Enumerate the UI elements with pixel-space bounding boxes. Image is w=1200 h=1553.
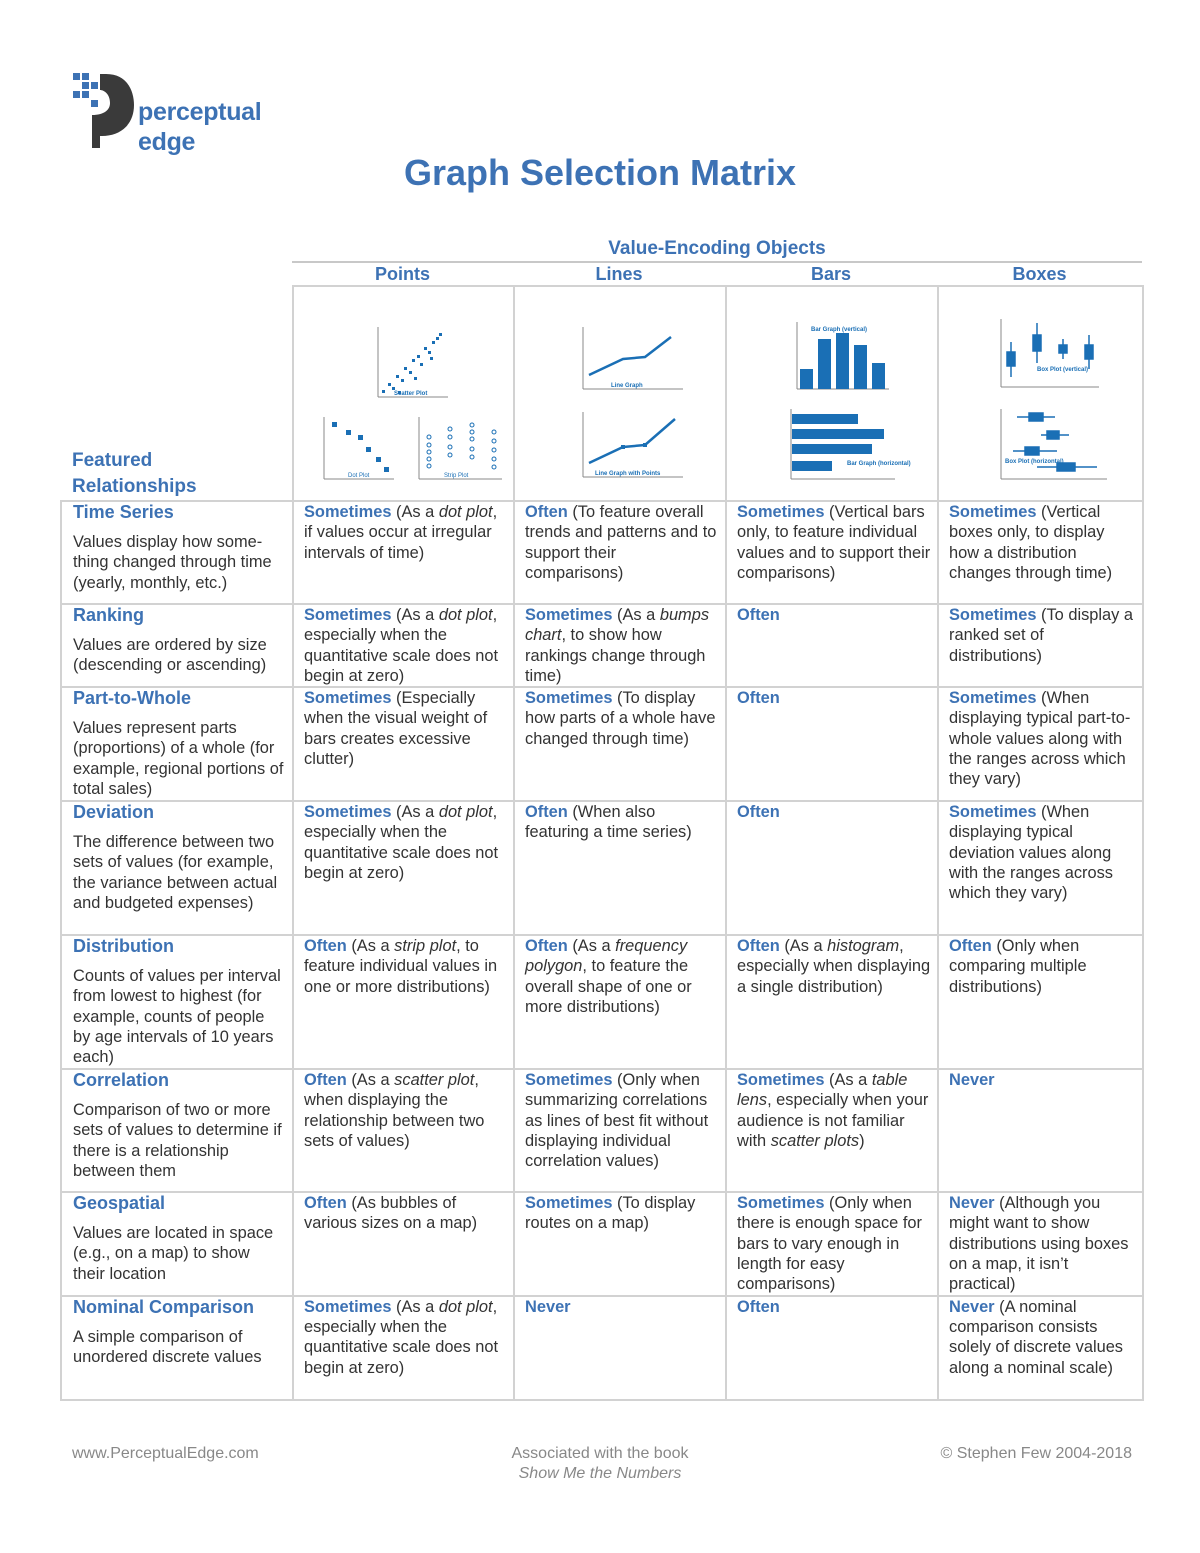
relationship-description: Comparison of two or more sets of values to determine if there is a relationship between them xyxy=(73,1101,282,1181)
matrix-row xyxy=(61,687,1143,801)
frequency-rating: Sometimes xyxy=(304,689,392,708)
matrix-cell-bars xyxy=(726,687,938,801)
frequency-rating: Often xyxy=(737,937,780,956)
matrix-cell-boxes xyxy=(938,1296,1143,1400)
usage-note: (When also featuring a time series) xyxy=(525,803,692,842)
matrix-cell-lines xyxy=(514,935,726,1069)
line-graph-with-points-label: Line Graph with Points xyxy=(595,471,661,477)
relationship-title: Time Series xyxy=(73,502,174,522)
scatter-plot-thumbnail xyxy=(378,327,448,397)
relationship-description: The difference between two sets of values (for example, the variance between actual and budgeted expenses) xyxy=(73,833,278,913)
matrix-cell-lines xyxy=(514,687,726,801)
footer-website[interactable]: www.PerceptualEdge.com xyxy=(72,1445,259,1462)
points-thumbnails xyxy=(293,286,514,501)
usage-note: (Vertical boxes only, to display how a distribution changes through time) xyxy=(949,503,1113,582)
relationship-header xyxy=(61,1192,293,1295)
frequency-rating: Often xyxy=(304,1194,347,1213)
usage-note: (When displaying typical part-to-whole values along with the ranges across which they vary) xyxy=(949,689,1131,789)
relationship-description: Values display how some-thing changed through time (yearly, monthly, etc.) xyxy=(73,533,272,592)
matrix-cell-bars xyxy=(726,1069,938,1192)
frequency-rating: Never xyxy=(949,1194,995,1213)
horizontal-box-plot-label: Box Plot (horizontal) xyxy=(1005,459,1064,465)
frequency-rating: Often xyxy=(525,803,568,822)
frequency-rating: Often xyxy=(525,937,568,956)
featured-relationships-header xyxy=(61,286,293,501)
vertical-box-plot-thumbnail xyxy=(1001,319,1099,387)
heading-divider xyxy=(292,261,1142,263)
frequency-rating: Never xyxy=(949,1071,995,1090)
frequency-rating: Sometimes xyxy=(525,1071,613,1090)
usage-note: (When displaying typical deviation values along with the ranges across which they vary) xyxy=(949,803,1113,903)
frequency-rating: Sometimes xyxy=(949,606,1037,624)
frequency-rating: Sometimes xyxy=(737,503,825,521)
footer-book-reference xyxy=(400,1444,800,1484)
relationship-description: A simple comparison of unordered discrete values xyxy=(73,1327,262,1366)
usage-note: (Especially when the visual weight of bars creates excessive clutter) xyxy=(304,689,488,769)
footer-book-line1: Associated with the book xyxy=(511,1445,689,1462)
relationship-description: Values represent parts (proportions) of a whole (for example, regional portions of total sales) xyxy=(73,719,284,799)
matrix-cell-points xyxy=(293,501,514,604)
relationship-header xyxy=(61,1069,293,1192)
lines-thumbnails xyxy=(514,286,726,501)
matrix-cell-bars xyxy=(726,1296,938,1400)
frequency-rating: Sometimes xyxy=(304,803,392,822)
usage-note: (Although you might want to show distributions using boxes on a map, it isn’t practical) xyxy=(949,1194,1129,1294)
usage-note: (As a scatter plot, when displaying the relationship between two sets of values) xyxy=(304,1071,485,1151)
vertical-bar-graph-label: Bar Graph (vertical) xyxy=(811,327,868,333)
horizontal-box-plot-thumbnail xyxy=(1001,409,1107,479)
matrix-row xyxy=(61,1192,1143,1295)
relationship-header xyxy=(61,801,293,935)
bars-thumbnails xyxy=(726,286,938,501)
relationship-header xyxy=(61,501,293,604)
usage-note: (To display a ranked set of distributions) xyxy=(949,606,1134,665)
strip-plot-label: Strip Plot xyxy=(444,473,469,479)
matrix-cell-bars xyxy=(726,801,938,935)
matrix-cell-lines xyxy=(514,501,726,604)
matrix-row xyxy=(61,935,1143,1069)
logo-word-perceptual: perceptual xyxy=(138,98,262,126)
frequency-rating: Sometimes xyxy=(737,1071,825,1090)
matrix-cell-lines xyxy=(514,1069,726,1192)
matrix-cell-boxes xyxy=(938,1069,1143,1192)
usage-note: (Vertical bars only, to feature individual values and to support their comparisons) xyxy=(737,503,931,582)
relationship-description: Values are ordered by size (descending or ascending) xyxy=(73,636,267,675)
relationship-title: Correlation xyxy=(73,1070,170,1091)
usage-note: (As bubbles of various sizes on a map) xyxy=(304,1194,478,1233)
usage-note: (As a strip plot, to feature individual values in one or more distributions) xyxy=(304,937,498,996)
featured-relationships-label: Featured Relationships xyxy=(72,450,197,497)
matrix-cell-points xyxy=(293,687,514,801)
frequency-rating: Sometimes xyxy=(525,1194,613,1213)
perceptual-edge-logo xyxy=(70,70,280,155)
matrix-cell-boxes xyxy=(938,935,1143,1069)
relationship-header xyxy=(61,935,293,1069)
frequency-rating: Sometimes xyxy=(737,1194,825,1213)
usage-note: (Only when there is enough space for bars to vary enough in length for easy comparisons) xyxy=(737,1194,922,1294)
frequency-rating: Often xyxy=(737,689,780,708)
frequency-rating: Sometimes xyxy=(949,803,1037,822)
relationship-header xyxy=(61,604,293,687)
thumbnail-row xyxy=(61,286,1143,501)
usage-note: (As a table lens, especially when your audience is not familiar with scatter plots) xyxy=(737,1071,929,1151)
usage-note: (To display how parts of a whole have changed through time) xyxy=(525,689,716,748)
matrix-cell-lines xyxy=(514,1296,726,1400)
frequency-rating: Sometimes xyxy=(525,606,613,624)
matrix-cell-points xyxy=(293,935,514,1069)
usage-note: (As a bumps chart, to show how rankings change through time) xyxy=(525,606,710,685)
matrix-row xyxy=(61,801,1143,935)
matrix-cell-boxes xyxy=(938,1192,1143,1295)
frequency-rating: Often xyxy=(737,606,780,624)
bars-thumbnail-svg xyxy=(735,287,947,500)
frequency-rating: Sometimes xyxy=(949,503,1037,521)
line-graph-thumbnail xyxy=(583,327,683,389)
relationship-title: Part-to-Whole xyxy=(73,688,191,709)
frequency-rating: Sometimes xyxy=(304,503,392,521)
usage-note: (Only when summarizing correlations as lines of best fit without displaying individual correlation values) xyxy=(525,1071,709,1171)
matrix-cell-boxes xyxy=(938,687,1143,801)
matrix-row xyxy=(61,1296,1143,1400)
lines-thumbnail-svg xyxy=(523,287,735,500)
matrix-cell-bars xyxy=(726,501,938,604)
relationship-header xyxy=(61,1296,293,1400)
boxes-thumbnail-svg xyxy=(947,287,1152,500)
scatter-plot-label: Scatter Plot xyxy=(394,391,428,397)
matrix-cell-points xyxy=(293,1296,514,1400)
frequency-rating: Never xyxy=(949,1297,995,1316)
horizontal-bar-graph-thumbnail xyxy=(791,409,911,479)
matrix-cell-lines xyxy=(514,1192,726,1295)
column-header-bars: Bars xyxy=(810,264,852,284)
matrix-cell-boxes xyxy=(938,501,1143,604)
usage-note: (To display routes on a map) xyxy=(525,1194,696,1233)
frequency-rating: Sometimes xyxy=(949,689,1037,708)
relationship-description: Counts of values per interval from lowest to highest (for example, counts of people by age intervals of 10 years each) xyxy=(73,967,281,1067)
relationship-description: Values are located in space (e.g., on a map) to show their location xyxy=(73,1224,274,1283)
frequency-rating: Often xyxy=(737,1297,780,1316)
footer-book-title: Show Me the Numbers xyxy=(518,1465,682,1482)
dot-plot-thumbnail xyxy=(324,417,394,479)
matrix-cell-boxes xyxy=(938,801,1143,935)
boxes-thumbnails xyxy=(938,286,1143,501)
frequency-rating: Often xyxy=(525,503,568,521)
vertical-bar-graph-thumbnail xyxy=(797,322,889,389)
frequency-rating: Sometimes xyxy=(304,606,392,624)
matrix-cell-bars xyxy=(726,935,938,1069)
matrix-cell-points xyxy=(293,801,514,935)
usage-note: (As a dot plot, especially when the quantitative scale does not begin at zero) xyxy=(304,803,499,883)
matrix-row xyxy=(61,501,1143,604)
frequency-rating: Often xyxy=(737,803,780,822)
horizontal-bar-graph-label: Bar Graph (horizontal) xyxy=(847,461,911,467)
relationship-title: Distribution xyxy=(73,936,174,957)
relationship-title: Geospatial xyxy=(73,1193,166,1214)
dot-plot-label: Dot Plot xyxy=(348,473,370,479)
matrix-row xyxy=(61,604,1143,687)
matrix-cell-points xyxy=(293,604,514,687)
usage-note: (To feature overall trends and patterns and to support their comparisons) xyxy=(525,503,717,582)
footer-copyright: © Stephen Few 2004-2018 xyxy=(940,1445,1132,1462)
logo-word-edge: edge xyxy=(138,128,196,156)
matrix-row xyxy=(61,1069,1143,1192)
frequency-rating: Often xyxy=(304,937,347,956)
strip-plot-thumbnail xyxy=(419,417,502,479)
matrix-cell-bars xyxy=(726,1192,938,1295)
line-graph-with-points-thumbnail xyxy=(583,412,683,477)
vertical-box-plot-label: Box Plot (vertical) xyxy=(1037,367,1089,373)
frequency-rating: Often xyxy=(304,1071,347,1090)
page-title: Graph Selection Matrix xyxy=(403,152,797,193)
usage-note: (As a dot plot, if values occur at irregular intervals of time) xyxy=(304,503,498,562)
column-header-lines: Lines xyxy=(595,264,643,284)
usage-note: (As a frequency polygon, to feature the overall shape of one or more distributions) xyxy=(525,937,692,1017)
frequency-rating: Sometimes xyxy=(525,689,613,708)
relationship-title: Nominal Comparison xyxy=(73,1296,255,1317)
relationship-header xyxy=(61,687,293,801)
line-graph-label: Line Graph xyxy=(611,383,643,389)
usage-note: (Only when comparing multiple distributions) xyxy=(949,937,1087,996)
frequency-rating: Often xyxy=(949,937,992,956)
usage-note: (A nominal comparison consists solely of discrete values along a nominal scale) xyxy=(949,1297,1124,1377)
logo-mark-icon xyxy=(70,70,134,150)
relationship-title: Ranking xyxy=(73,605,145,625)
points-thumbnail-svg xyxy=(302,287,523,500)
matrix-cell-points xyxy=(293,1069,514,1192)
column-header-boxes: Boxes xyxy=(1012,264,1067,284)
column-header-points: Points xyxy=(374,264,430,284)
matrix-cell-boxes xyxy=(938,604,1143,687)
usage-note: (As a dot plot, especially when the quantitative scale does not begin at zero) xyxy=(304,606,499,685)
usage-note: (As a histogram, especially when displaying a single distribution) xyxy=(737,937,931,996)
value-encoding-heading: Value-Encoding Objects xyxy=(608,238,826,259)
matrix-cell-bars xyxy=(726,604,938,687)
usage-note: (As a dot plot, especially when the quantitative scale does not begin at zero) xyxy=(304,1297,499,1377)
relationship-title: Deviation xyxy=(73,802,155,823)
matrix-cell-lines xyxy=(514,801,726,935)
matrix-cell-lines xyxy=(514,604,726,687)
matrix-cell-points xyxy=(293,1192,514,1295)
graph-selection-matrix xyxy=(60,285,1144,1401)
frequency-rating: Never xyxy=(525,1297,571,1316)
frequency-rating: Sometimes xyxy=(304,1297,392,1316)
